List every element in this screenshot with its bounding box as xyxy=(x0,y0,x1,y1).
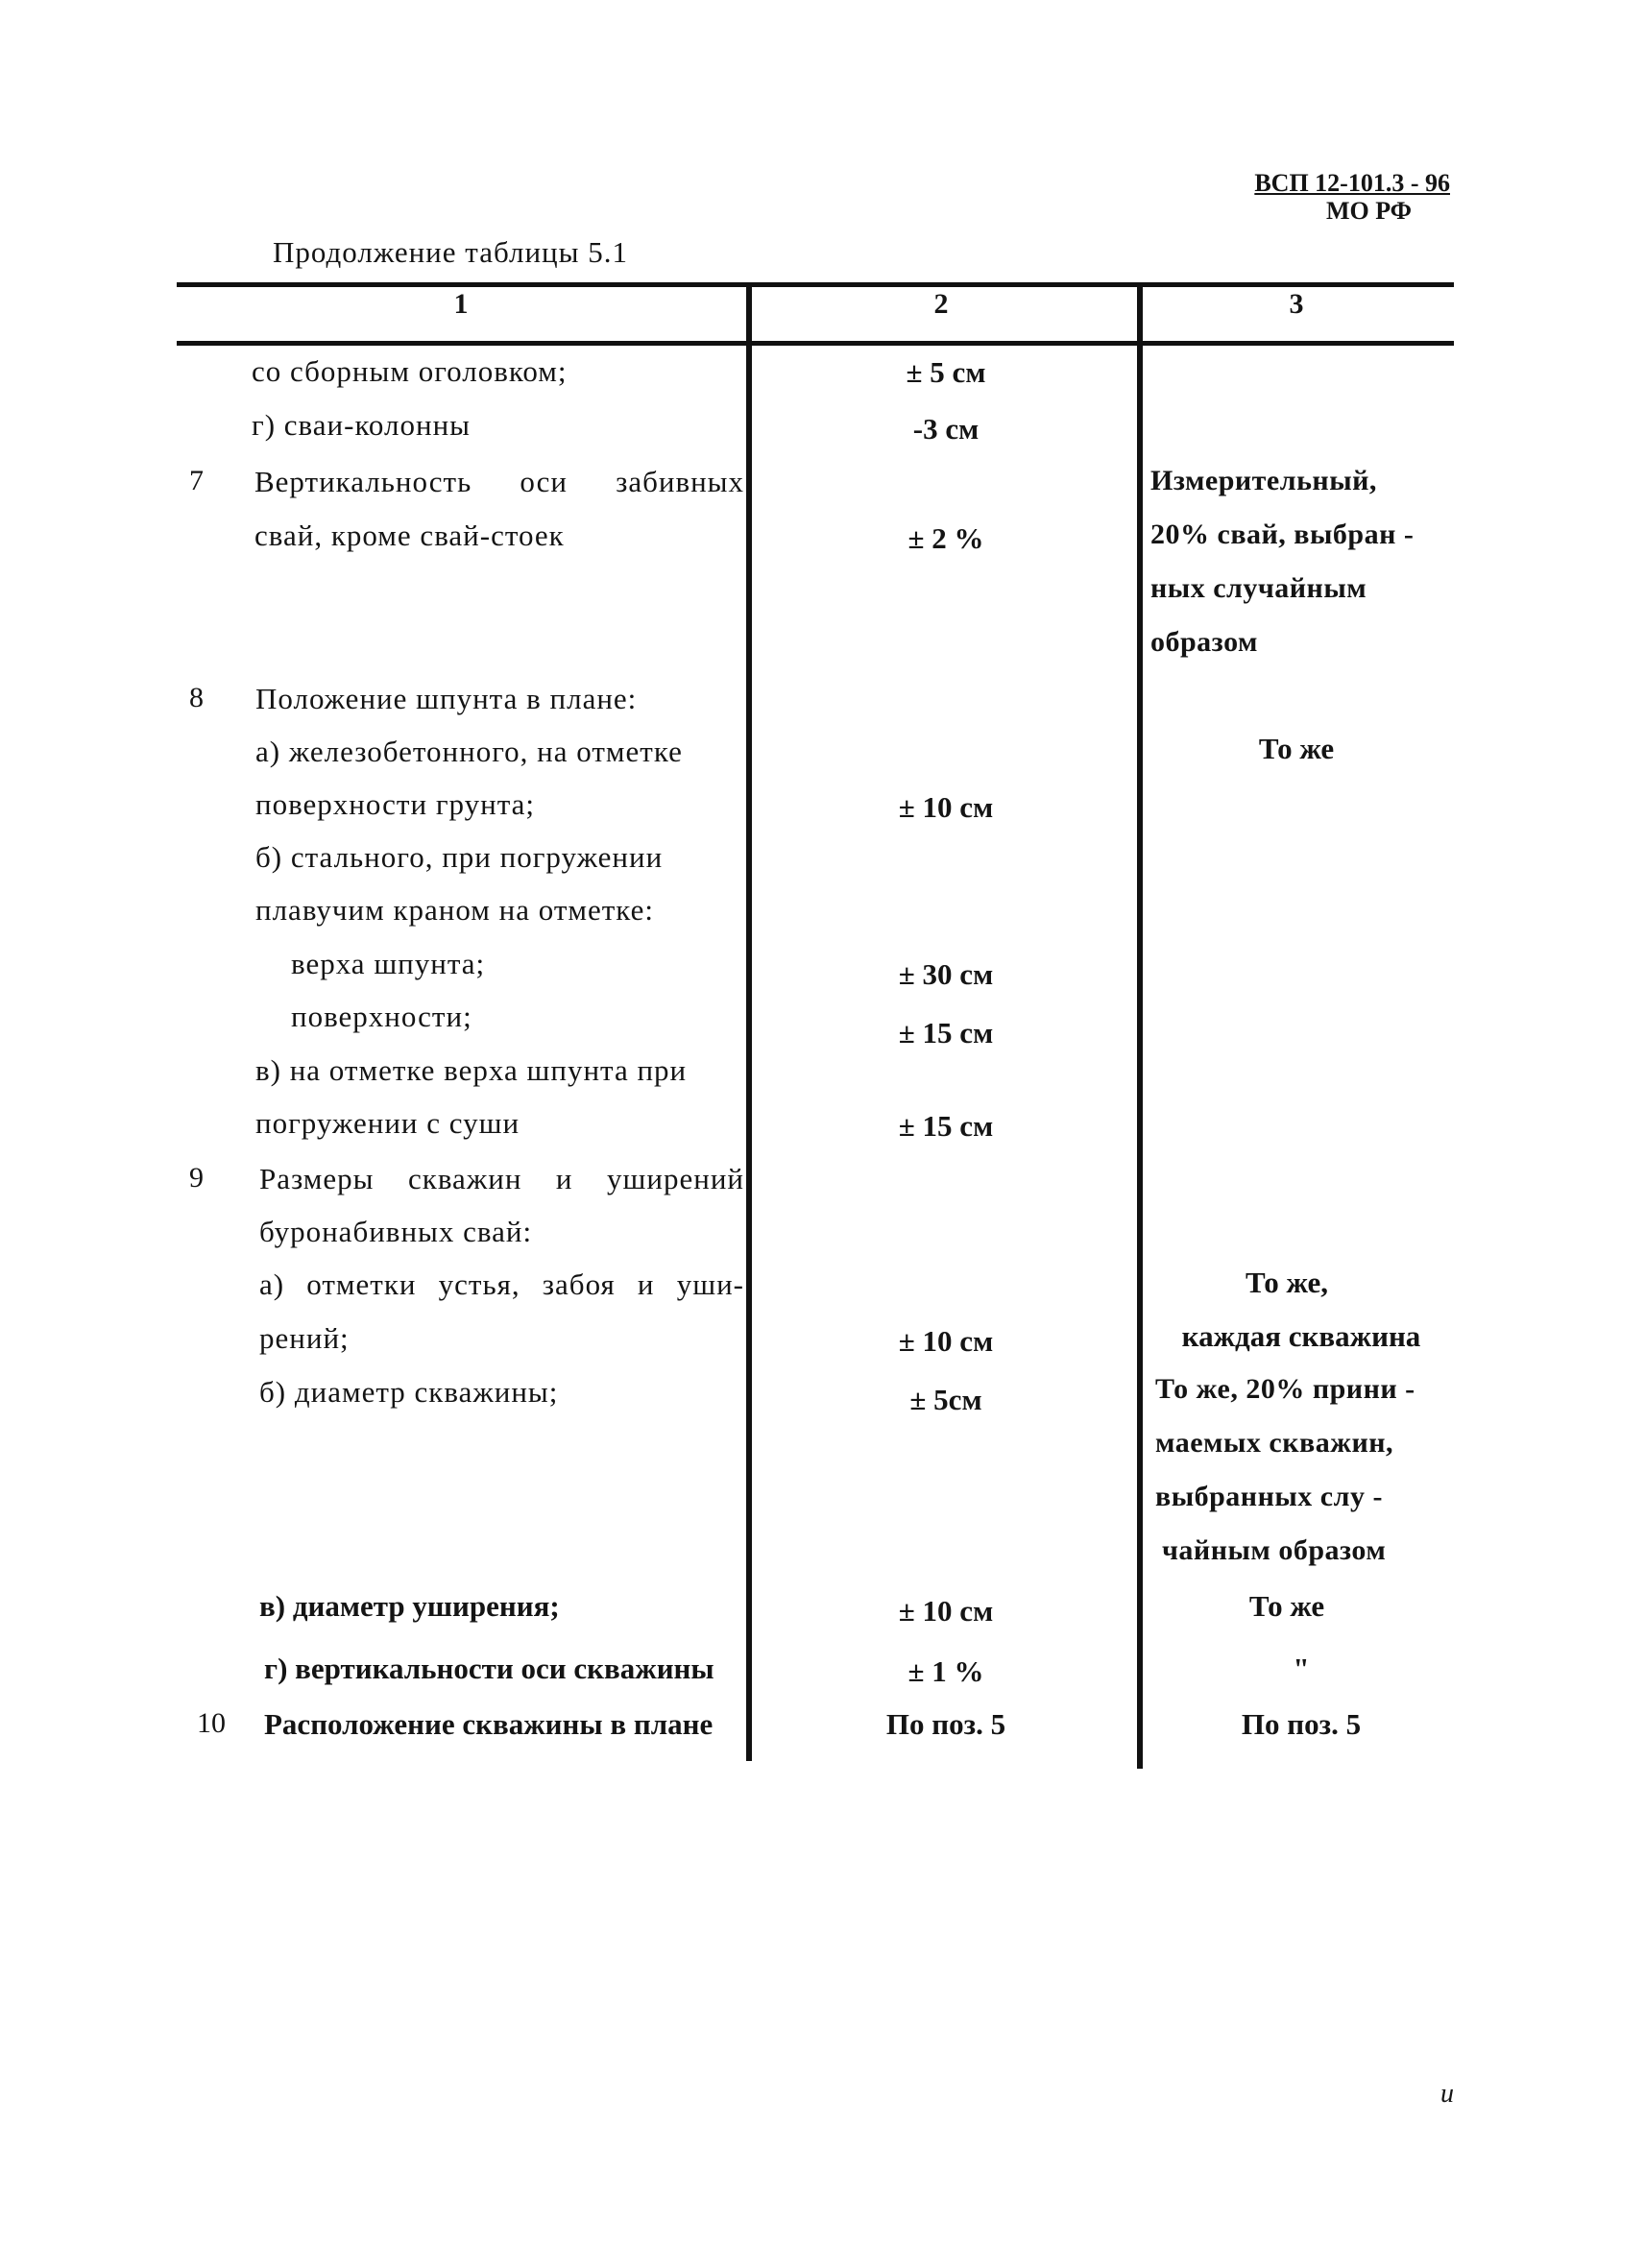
row-7-control-line-3: ных случайным xyxy=(1150,572,1367,604)
row-8-text-line-1: Положение шпунта в плане: xyxy=(255,682,638,715)
row-9b-text: б) диаметр скважины; xyxy=(259,1375,559,1409)
row-8b-text-line-4: поверхности; xyxy=(291,1000,472,1033)
row-10-number: 10 xyxy=(197,1707,226,1739)
row-9-number: 9 xyxy=(189,1162,204,1194)
row-9-text-line-3: а) отметки устья, забоя и уши- xyxy=(259,1267,744,1301)
row-9d-control: " xyxy=(1293,1652,1310,1685)
row-8-text-line-3: поверхности грунта; xyxy=(255,787,536,821)
row-continuation-tolerance: ± 5 см xyxy=(906,355,986,389)
row-7-number: 7 xyxy=(189,465,204,496)
row-8-text-line-2: а) железобетонного, на отметке xyxy=(255,735,683,768)
document-code: ВСП 12-101.3 - 96 xyxy=(1254,169,1450,197)
row-9d-text: г) вертикальности оси скважины xyxy=(264,1652,714,1685)
row-9c-control: То же xyxy=(1248,1589,1325,1623)
row-8-number: 8 xyxy=(189,682,204,713)
row-continuation-text: со сборным оголовком; xyxy=(252,354,568,388)
row-8c-text-line-2: погружении с суши xyxy=(255,1106,520,1140)
row-8c-tolerance: ± 15 см xyxy=(898,1109,994,1143)
row-9b-tolerance: ± 5см xyxy=(909,1383,982,1416)
row-9b-control-line-3: выбранных слу - xyxy=(1155,1481,1383,1512)
row-9-text-line-2: буронабивных свай: xyxy=(259,1215,533,1248)
row-7-control-line-1: Измерительный, xyxy=(1150,465,1377,496)
row-9-text-line-1: Размеры скважин и уширений xyxy=(259,1162,744,1195)
row-8b-tolerance-surface: ± 15 см xyxy=(898,1016,994,1050)
row-9b-control-line-4: чайным образом xyxy=(1162,1534,1387,1566)
organization: МО РФ xyxy=(1325,197,1412,225)
row-9d-tolerance: ± 1 % xyxy=(907,1654,984,1688)
row-8b-text-line-2: плавучим краном на отметке: xyxy=(255,893,654,927)
row-pile-columns-tolerance: -3 см xyxy=(912,412,980,446)
row-8b-tolerance-top: ± 30 см xyxy=(898,957,994,991)
header-bottom-border xyxy=(177,341,1454,346)
table-caption: Продолжение таблицы 5.1 xyxy=(273,235,628,269)
row-pile-columns-text: г) сваи-колонны xyxy=(252,408,472,442)
row-9-text-line-4: рений; xyxy=(259,1321,350,1355)
column-divider-1 xyxy=(746,284,752,1761)
row-9b-control-line-2: маемых скважин, xyxy=(1155,1427,1394,1459)
row-9-control-line-2: каждая скважина xyxy=(1181,1319,1421,1353)
row-9-tolerance: ± 10 см xyxy=(898,1324,994,1358)
row-8-control: То же xyxy=(1258,732,1335,765)
page-mark: и xyxy=(1440,2079,1454,2109)
row-10-tolerance: По поз. 5 xyxy=(885,1707,1006,1741)
row-10-text: Расположение скважины в плане xyxy=(264,1707,714,1741)
row-7-text-line-2: свай, кроме свай-стоек xyxy=(254,519,565,552)
row-9-control-line-1: То же, xyxy=(1245,1266,1329,1299)
column-header-1: 1 xyxy=(453,288,469,320)
table-top-border xyxy=(177,282,1454,287)
row-8b-text-line-3: верха шпунта; xyxy=(291,947,486,980)
row-7-text-line-1: Вертикальность оси забивных xyxy=(254,465,744,498)
column-header-2: 2 xyxy=(933,288,949,320)
row-8c-text-line-1: в) на отметке верха шпунта при xyxy=(255,1053,688,1087)
row-7-control-line-2: 20% свай, выбран - xyxy=(1150,519,1415,550)
row-7-control-line-4: образом xyxy=(1150,626,1258,658)
row-7-tolerance: ± 2 % xyxy=(907,521,984,555)
row-8b-text-line-1: б) стального, при погружении xyxy=(255,840,664,874)
row-9b-control-line-1: То же, 20% прини - xyxy=(1155,1373,1415,1405)
column-divider-2 xyxy=(1137,284,1143,1769)
row-9c-text: в) диаметр уширения; xyxy=(259,1589,560,1623)
column-header-3: 3 xyxy=(1289,288,1304,320)
row-8-tolerance: ± 10 см xyxy=(898,790,994,824)
row-9c-tolerance: ± 10 см xyxy=(898,1594,994,1628)
row-10-control: По поз. 5 xyxy=(1241,1707,1362,1741)
